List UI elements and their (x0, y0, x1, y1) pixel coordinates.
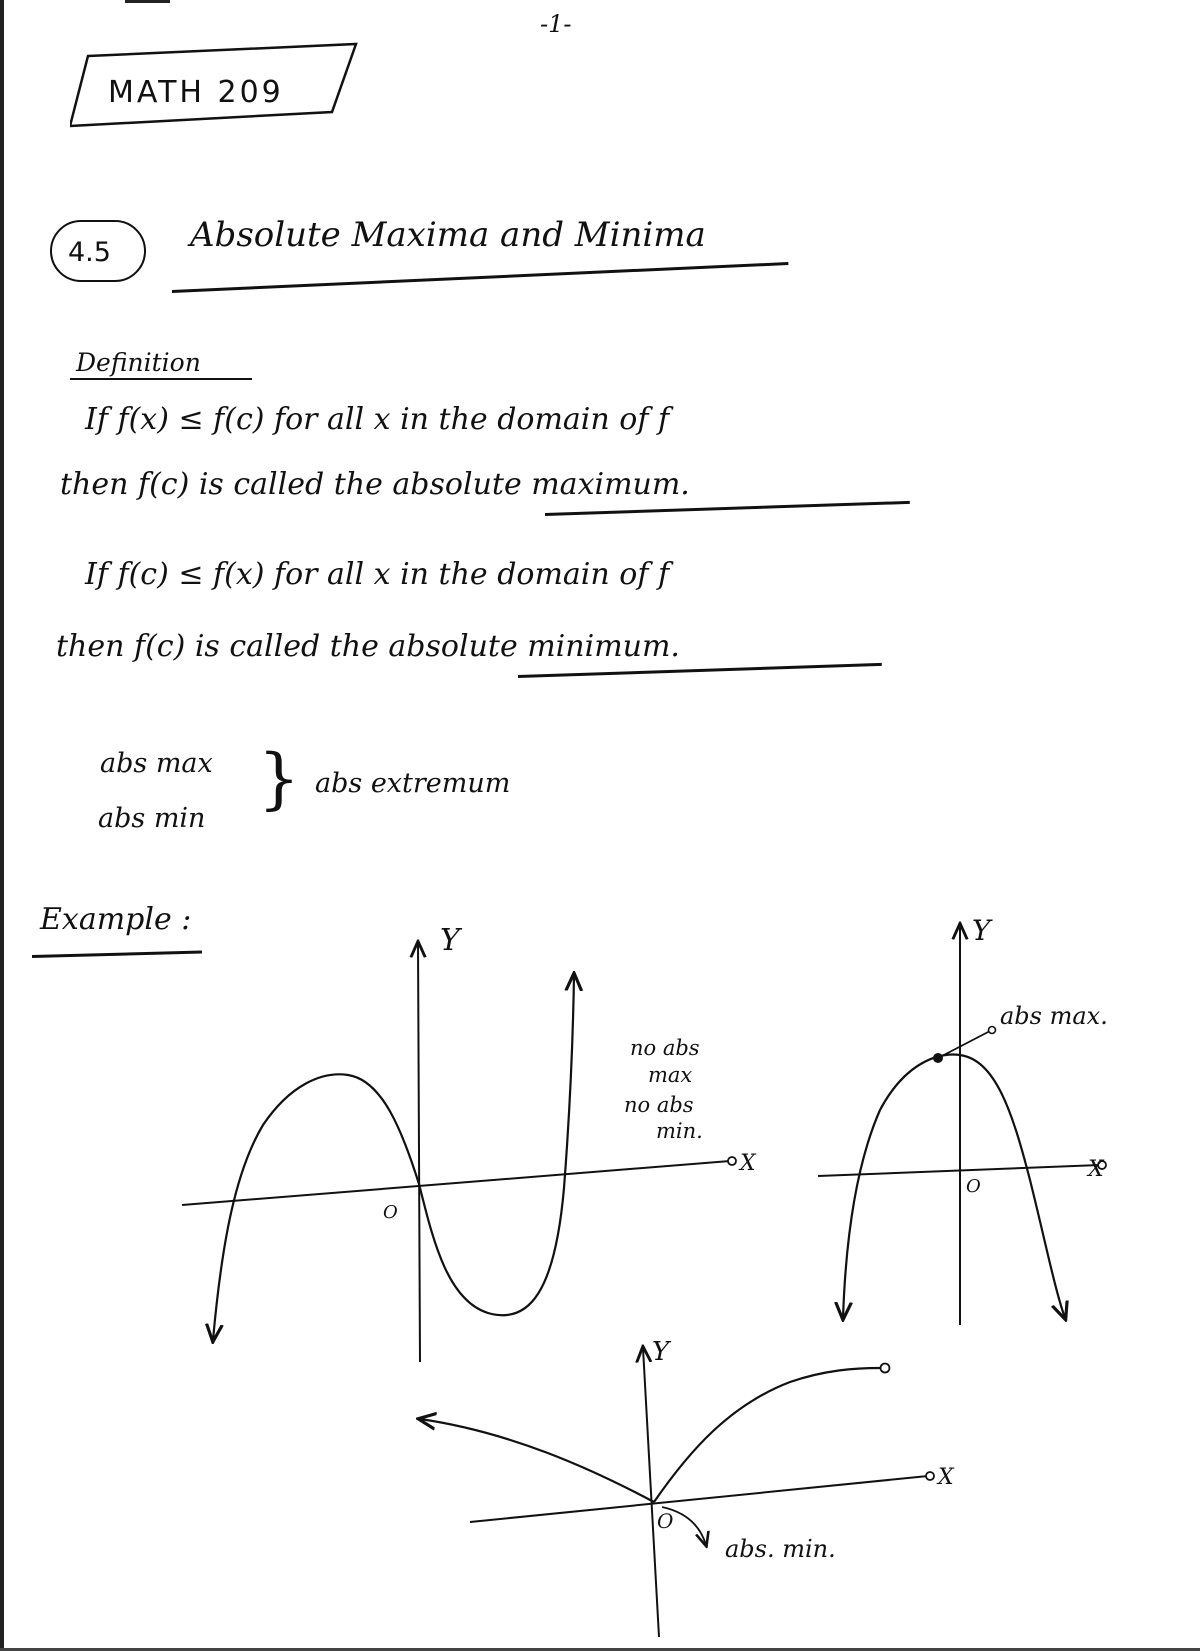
graph-1-x-axis-end (728, 1157, 736, 1165)
graph-1-origin-label: O (383, 1202, 398, 1223)
graph-1-note-line-1: no abs (630, 1036, 700, 1060)
absolute-maximum-term: absolute maximum. (392, 467, 690, 502)
abs-max-label: abs max (100, 748, 213, 779)
graph-3-x-label: X (938, 1465, 954, 1490)
section-title: Absolute Maxima and Minima (190, 215, 706, 255)
definition-line-3: If f(c) ≤ f(x) for all x in the domain of f (85, 557, 670, 592)
abs-min-label: abs min (98, 803, 206, 834)
brace-symbol: } (258, 740, 300, 817)
absolute-minimum-term: absolute minimum. (388, 629, 680, 664)
graph-1-x-label: X (740, 1151, 756, 1176)
graph-3-origin-label: O (657, 1509, 674, 1533)
section-number: 4.5 (68, 237, 111, 268)
graph-1-note-line-4: min. (656, 1119, 703, 1143)
graph-1-note-line-2: max (648, 1063, 693, 1087)
graph-3-x-axis-end (926, 1472, 934, 1480)
graph-3-x-axis (470, 1476, 928, 1522)
graph-1 (182, 923, 757, 1362)
graph-2-x-label: X (1088, 1157, 1104, 1182)
definition-line-1: If f(x) ≤ f(c) for all x in the domain of f (85, 402, 670, 437)
graph-3-y-axis (643, 1348, 659, 1637)
graph-2-curve (843, 1055, 1065, 1318)
graph-2-annotation-dot (989, 1027, 996, 1034)
graph-2 (818, 914, 1108, 1325)
abs-extremum-label: abs extremum (315, 768, 511, 799)
graph-2-origin-label: O (966, 1176, 981, 1197)
graph-2-annotation: abs max. (1000, 1002, 1108, 1030)
graph-1-note-line-3: no abs (624, 1093, 694, 1117)
page-number: -1- (540, 10, 572, 38)
graph-3-right-branch (654, 1368, 880, 1502)
definition-line-4-prefix: then f(c) is called the (56, 629, 379, 664)
graph-2-annotation-pointer (940, 1031, 990, 1057)
graph-1-y-label: Y (440, 923, 460, 958)
graph-3-y-label: Y (652, 1337, 670, 1367)
graph-1-curve (213, 975, 574, 1340)
graph-1-y-axis (418, 943, 420, 1362)
definition-line-2-prefix: then f(c) is called the (60, 467, 383, 502)
graph-1-x-axis (182, 1161, 730, 1205)
graph-2-y-label: Y (972, 914, 991, 947)
graph-3 (420, 1337, 955, 1637)
graph-2-max-point (933, 1053, 943, 1063)
example-heading: Example : (40, 902, 192, 937)
graph-3-left-branch (420, 1419, 654, 1502)
graph-3-annotation: abs. min. (725, 1535, 836, 1563)
definition-heading: Definition (76, 348, 201, 377)
graph-3-open-endpoint (881, 1364, 890, 1373)
course-title: MATH 209 (108, 75, 284, 110)
